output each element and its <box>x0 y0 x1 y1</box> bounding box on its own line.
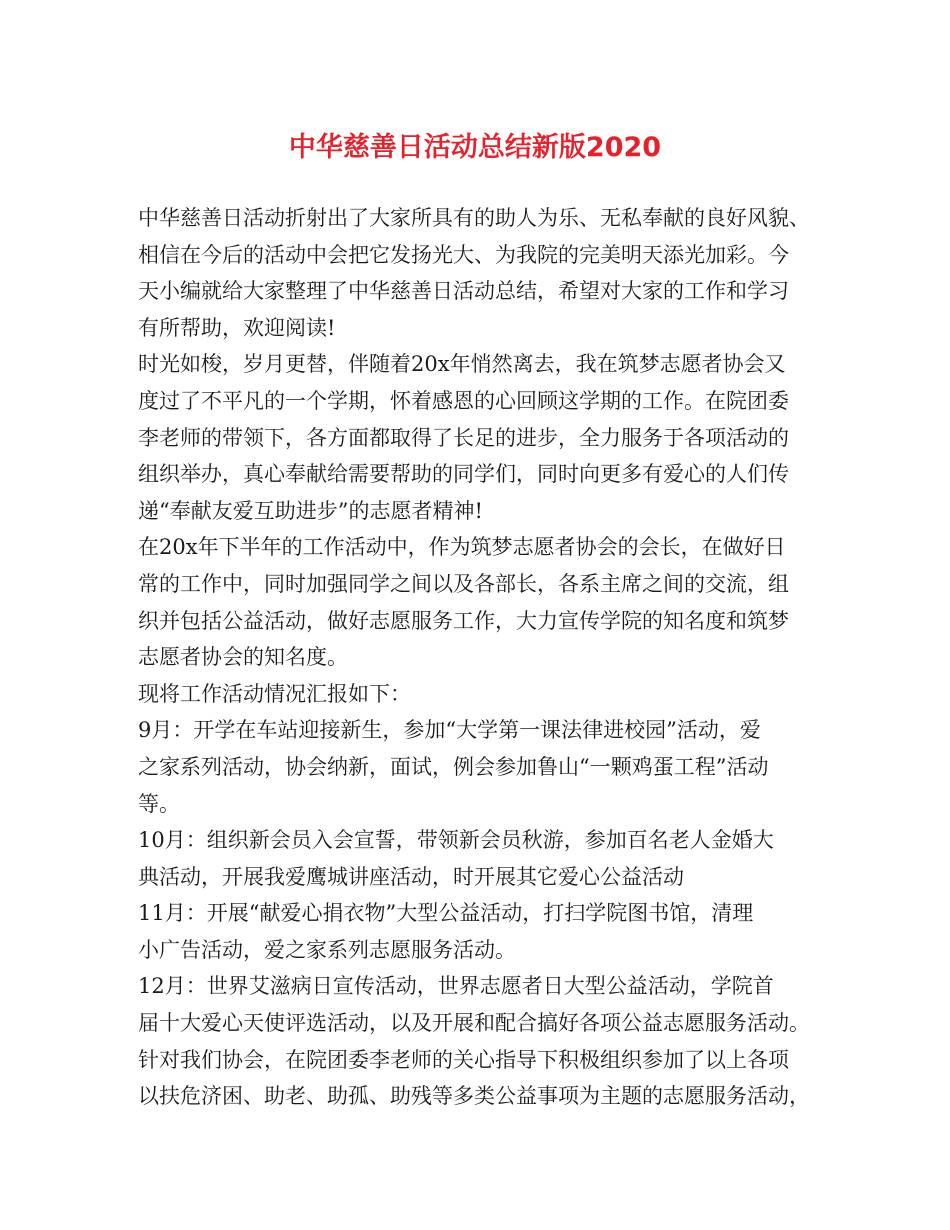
body-line: 时光如梭，岁月更替，伴随着20x年悄然离去，我在筑梦志愿者协会又 <box>138 352 786 377</box>
body-line: 有所帮助，欢迎阅读! <box>138 315 336 340</box>
body-line: 在20x年下半年的工作活动中，作为筑梦志愿者协会的会长，在做好日 <box>138 535 786 560</box>
body-line: 10月：组织新会员入会宣誓，带领新会员秋游，参加百名老人金婚大 <box>138 828 774 853</box>
body-line: 现将工作活动情况汇报如下： <box>138 681 411 706</box>
body-line: 之家系列活动，协会纳新，面试，例会参加鲁山“一颗鸡蛋工程”活动 <box>138 754 769 779</box>
body-line: 小广告活动，爱之家系列志愿服务活动。 <box>138 937 516 962</box>
body-line: 等。 <box>138 791 180 816</box>
body-line: 11月：开展“献爱心捐衣物”大型公益活动，打扫学院图书馆，清理 <box>138 901 754 926</box>
body-line: 9月：开学在车站迎接新生，参加“大学第一课法律进校园”活动，爱 <box>138 718 761 743</box>
body-line: 12月：世界艾滋病日宣传活动，世界志愿者日大型公益活动，学院首 <box>138 974 774 999</box>
body-line: 织并包括公益活动，做好志愿服务工作，大力宣传学院的知名度和筑梦 <box>138 608 789 633</box>
document-body <box>138 200 818 1115</box>
body-line: 相信在今后的活动中会把它发扬光大、为我院的完美明天添光加彩。今 <box>138 242 789 267</box>
body-line: 常的工作中，同时加强同学之间以及各部长，各系主席之间的交流，组 <box>138 571 789 596</box>
body-line: 针对我们协会，在院团委李老师的关心指导下积极组织参加了以上各项 <box>138 1047 789 1072</box>
body-line: 组织举办，真心奉献给需要帮助的同学们，同时向更多有爱心的人们传 <box>138 462 789 487</box>
document-title: 中华慈善日活动总结新版2020 <box>288 132 662 163</box>
body-line: 志愿者协会的知名度。 <box>138 645 348 670</box>
body-line: 中华慈善日活动折射出了大家所具有的助人为乐、无私奉献的良好风貌、 <box>138 206 810 230</box>
body-line: 李老师的带领下，各方面都取得了长足的进步，全力服务于各项活动的 <box>138 425 789 450</box>
body-line: 以扶危济困、助老、助孤、助残等多类公益事项为主题的志愿服务活动， <box>138 1084 810 1109</box>
body-line: 典活动，开展我爱鹰城讲座活动，时开展其它爱心公益活动 <box>138 864 684 889</box>
body-line: 度过了不平凡的一个学期，怀着感恩的心回顾这学期的工作。在院团委 <box>138 388 789 413</box>
body-line: 届十大爱心天使评选活动，以及开展和配合搞好各项公益志愿服务活动。 <box>138 1011 810 1036</box>
body-line: 递“奉献友爱互助进步”的志愿者精神! <box>138 498 483 523</box>
body-line: 天小编就给大家整理了中华慈善日活动总结，希望对大家的工作和学习 <box>138 279 789 304</box>
